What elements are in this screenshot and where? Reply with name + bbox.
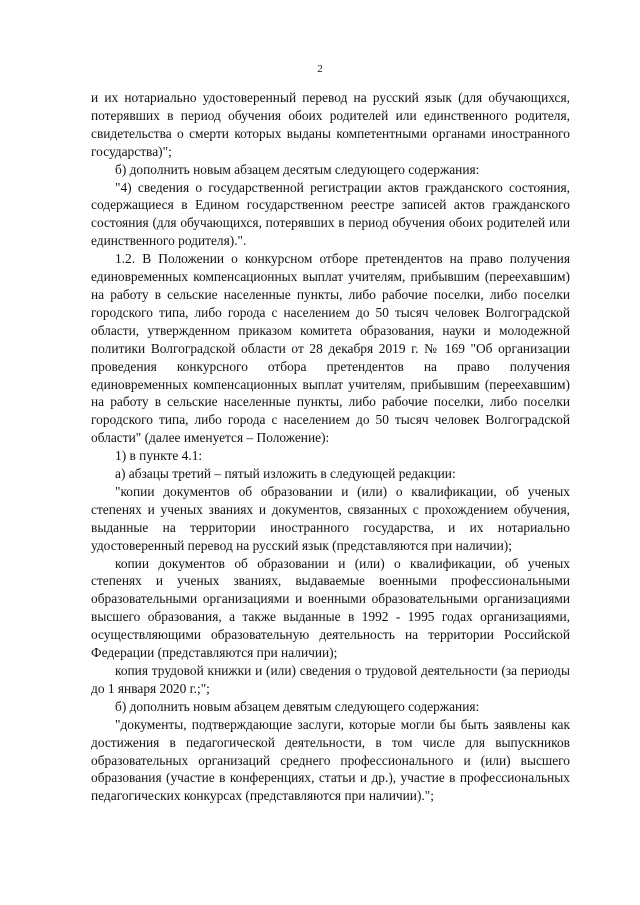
paragraph-work-book: копия трудовой книжки и (или) сведения о трудовой деятельности (за периоды до 1 января 2020 г.;"; [91, 663, 570, 696]
paragraph-continuation: и их нотариально удостоверенный перевод на русский язык (для обучающихся, потерявших в период обучения обоих родителей или единственного родителя, свидетельства о смерти которых выданы компетентными органами иностранного государства)"; [91, 90, 570, 159]
paragraph-point-4-1: 1) в пункте 4.1: [115, 448, 203, 464]
paragraph-section-1-2: 1.2. В Положении о конкурсном отборе претендентов на право получения единовременных компенсационных выплат учителям, прибывшим (переехавшим) на работу в сельские населенные пункты, либо рабочие поселки, либо поселки городского типа, либо города с населением до 50 тысяч человек Волгоградской области, утвержденном приказом комитета образования, науки и молодежной политики Волгоградской области от 28 декабря 2019 г. № 169 "Об организации проведения конкурсного отбора претендентов на право получения единовременных компенсационных выплат учителям, прибывшим (переехавшим) на работу в сельские населенные пункты, либо рабочие поселки, либо поселки городского типа, либо города с населением до 50 тысяч человек Волгоградской области" (далее именуется – Положение): [91, 251, 570, 446]
paragraph-subitem-a: а) абзацы третий – пятый изложить в следующей редакции: [115, 466, 456, 482]
paragraph-military-documents: копии документов об образовании и (или) о квалификации, об ученых степенях и ученых званиях, выдаваемые военными профессиональными образовательными организациями и военными образовательными организациями высшего образования, а также выданные в 1992 - 1995 годах организациями, осуществляющими образовательную деятельность на территории Российской Федерации (представляются при наличии); [91, 555, 570, 661]
paragraph-subitem-b-tenth: б) дополнить новым абзацем десятым следующего содержания: [115, 161, 480, 177]
paragraph-foreign-documents: "копии документов об образовании и (или) о квалификации, об ученых степенях и ученых званиях и документов, связанных с прохождением обучения, выданные на территории иностранного государства, и их нотариально удостоверенный перевод на русский язык (представляются при наличии); [91, 483, 570, 553]
paragraph-item-4-registration: "4) сведения о государственной регистрации актов гражданского состояния, содержащиеся в Едином государственном реестре записей актов гражданского состояния (для обучающихся, потерявших в период обучения обоих родителей или единственного родителя).". [91, 179, 570, 249]
page-number: 2 [317, 63, 323, 75]
paragraph-subitem-b-ninth: б) дополнить новым абзацем девятым следующего содержания: [115, 698, 480, 714]
paragraph-merit-documents: "документы, подтверждающие заслуги, которые могли бы быть заявлены как достижения в педагогической деятельности, в том числе для выпускников образовательных организаций среднего профессионального и (или) высшего образования (участие в конференциях, статьи и др.), участие в профессиональных педагогических конкурсах (представляются при наличии)."; [91, 716, 570, 804]
document-body [91, 89, 570, 805]
